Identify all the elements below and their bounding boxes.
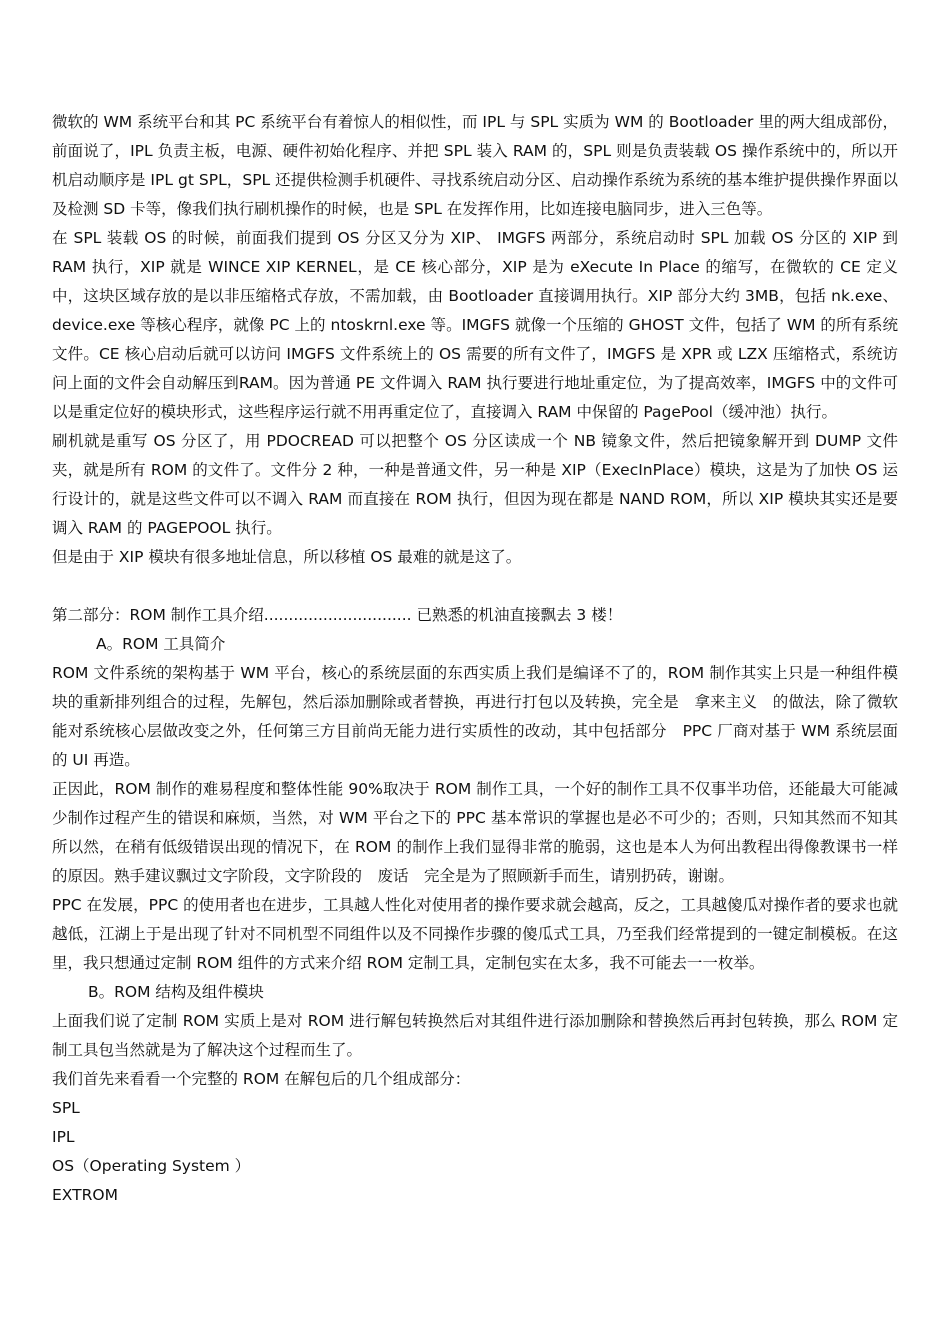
list-item-extrom: EXTROM xyxy=(52,1186,118,1204)
paragraph-rom-tools-importance: 正因此，ROM 制作的难易程度和整体性能 90%取决于 ROM 制作工具，一个好的制作工具不仅事半功倍，还能最大可能减少制作过程产生的错误和麻烦，当然，对 WM 平台之下的 PPC 基本常识的掌握也是必不可少的；否则，只知其然而不知其所以然，在稍有低级错误出现的情况下，在 ROM 的制作上我们显得非常的脆弱，这也是本人为何出教程出得像教课书一样的原因。熟手建议飘过文字阶段，文字阶段的 废话 完全是为了照顾新手而生，请别扔砖，谢谢。 xyxy=(52,780,898,885)
document-page xyxy=(52,108,898,1210)
paragraph-xip-imgfs: 在 SPL 装载 OS 的时候，前面我们提到 OS 分区又分为 XIP、 IMGFS 两部分，系统启动时 SPL 加载 OS 分区的 XIP 到 RAM 执行，XIP 就是 WINCE XIP KERNEL，是 CE 核心部分，XIP 是为 eXecute In Place 的缩写，在微软的 CE 定义中，这块区域存放的是以非压缩格式存放，不需加载，由 Bootloader 直接调用执行。XIP 部分大约 3MB，包括 nk.exe、device.exe 等核心程序，就像 PC 上的 ntoskrnl.exe 等。IMGFS 就像一个压缩的 GHOST 文件，包括了 WM 的所有系统文件。CE 核心启动后就可以访问 IMGFS 文件系统上的 OS 需要的所有文件了，IMGFS 是 XPR 或 LZX 压缩格式，系统访问上面的文件会自动解压到RAM。因为普通 PE 文件调入 RAM 执行要进行地址重定位，为了提高效率，IMGFS 中的文件可以是重定位好的模块形式，这些程序运行就不用再重定位了，直接调入 RAM 中保留的 PagePool（缓冲池）执行。 xyxy=(52,229,898,421)
subheading-a: A。ROM 工具简介 xyxy=(96,635,226,653)
paragraph-rom-architecture: ROM 文件系统的架构基于 WM 平台，核心的系统层面的东西实质上我们是编译不了的，ROM 制作其实上只是一种组件模块的重新排列组合的过程，先解包，然后添加删除或者替换，再进行打包以及转换，完全是 拿来主义 的做法，除了微软能对系统核心层做改变之外，任何第三方目前尚无能力进行实质性的改动，其中包括部分 PPC 厂商对基于 WM 系统层面的 UI 再造。 xyxy=(52,664,898,769)
paragraph-components-intro: 我们首先来看看一个完整的 ROM 在解包后的几个组成部分： xyxy=(52,1070,471,1088)
list-item-spl: SPL xyxy=(52,1099,80,1117)
list-item-os: OS（Operating System ） xyxy=(52,1157,251,1175)
paragraph-xip-porting: 但是由于 XIP 模块有很多地址信息，所以移植 OS 最难的就是这了。 xyxy=(52,548,522,566)
paragraph-customization: 上面我们说了定制 ROM 实质上是对 ROM 进行解包转换然后对其组件进行添加删除和替换然后再封包转换，那么 ROM 定制工具包当然就是为了解决这个过程而生了。 xyxy=(52,1012,898,1059)
paragraph-flashing: 刷机就是重写 OS 分区了，用 PDOCREAD 可以把整个 OS 分区读成一个 NB 镜象文件，然后把镜象解开到 DUMP 文件夹，就是所有 ROM 的文件了。文件分 2 种，一种是普通文件，另一种是 XIP（ExecInPlace）模块，这是为了加快 OS 运行设计的，就是这些文件可以不调入 RAM 而直接在 ROM 执行，但因为现在都是 NAND ROM，所以 XIP 模块其实还是要调入 RAM 的 PAGEPOOL 执行。 xyxy=(52,432,898,537)
paragraph-ppc-development: PPC 在发展，PPC 的使用者也在进步，工具越人性化对使用者的操作要求就会越高，反之，工具越傻瓜对操作者的要求也就越低，江湖上于是出现了针对不同机型不同组件以及不同操作步骤的傻瓜式工具，乃至我们经常提到的一键定制模板。在这里，我只想通过定制 ROM 组件的方式来介绍 ROM 定制工具，定制包实在太多，我不可能去一一枚举。 xyxy=(52,896,898,972)
subheading-b: B。ROM 结构及组件模块 xyxy=(88,983,264,1001)
paragraph-ipl-spl-intro: 微软的 WM 系统平台和其 PC 系统平台有着惊人的相似性，而 IPL 与 SPL 实质为 WM 的 Bootloader 里的两大组成部份，前面说了，IPL 负责主板，电源、硬件初始化程序、并把 SPL 装入 RAM 的，SPL 则是负责装载 OS 操作系统中的，所以开机启动顺序是 IPL gt SPL，SPL 还提供检测手机硬件、寻找系统启动分区、启动操作系统为系统的基本维护提供操作界面以及检测 SD 卡等，像我们执行刷机操作的时候，也是 SPL 在发挥作用，比如连接电脑同步，进入三色等。 xyxy=(52,113,898,218)
section-heading-part2: 第二部分：ROM 制作工具介绍.............................. 已熟悉的机油直接飘去 3 楼！ xyxy=(52,606,623,624)
spacer xyxy=(52,572,898,601)
list-item-ipl: IPL xyxy=(52,1128,75,1146)
